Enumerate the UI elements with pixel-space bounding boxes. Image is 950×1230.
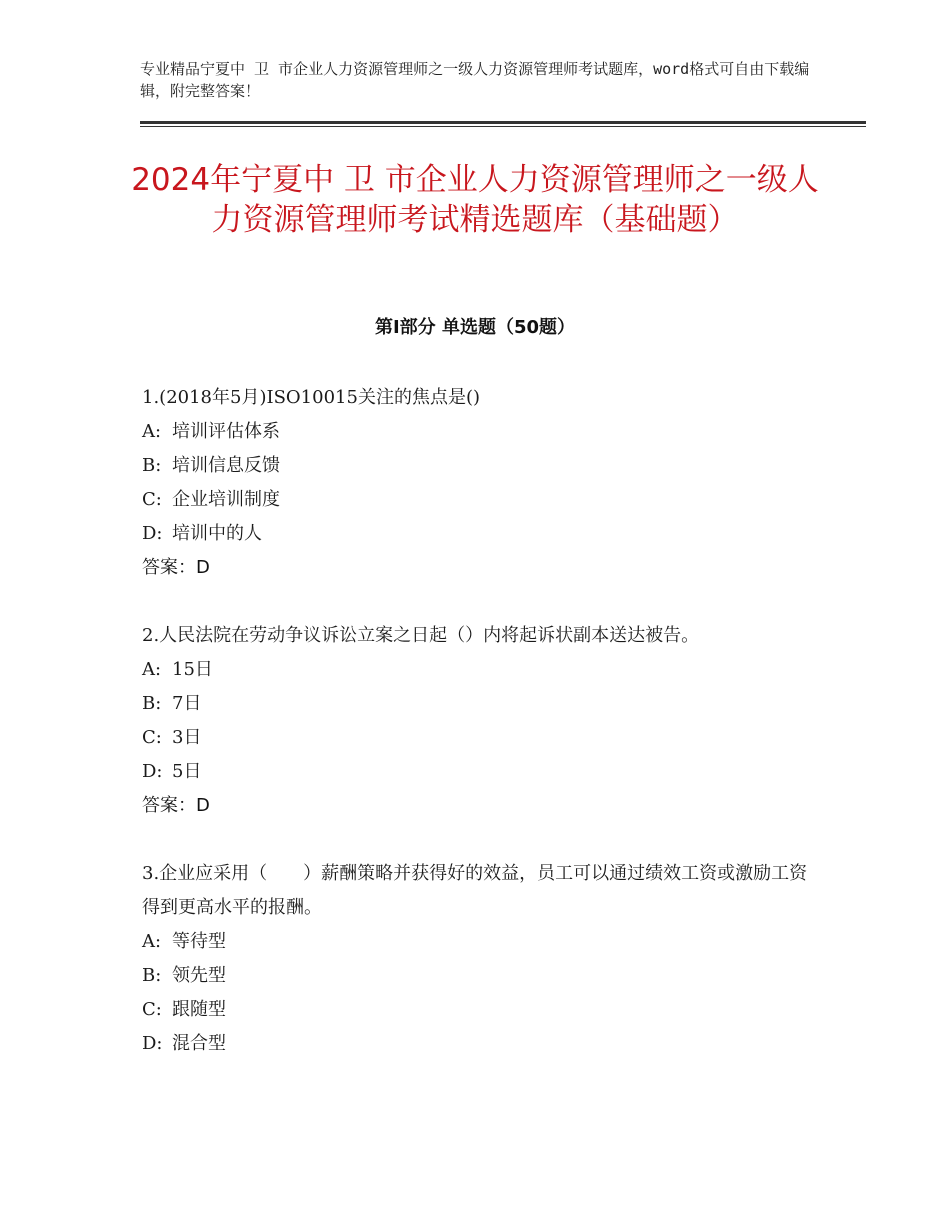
option-a: [142, 653, 810, 687]
header-divider-thin: [140, 126, 866, 127]
option-text: 跟随型: [172, 999, 226, 1020]
option-text: 领先型: [172, 965, 226, 986]
option-text: 7日: [172, 693, 202, 714]
option-a: [142, 925, 810, 959]
question-spacer: [142, 585, 810, 619]
answer-line: 答案：D: [142, 557, 210, 578]
option-a: [142, 415, 810, 449]
option-text: 3日: [172, 727, 202, 748]
option-text: 企业培训制度: [172, 489, 280, 510]
question-list: [142, 381, 810, 1061]
answer-line: 答案：D: [142, 795, 210, 816]
option-text: 培训评估体系: [172, 421, 280, 442]
header-divider-thick: [140, 121, 866, 124]
option-text: 培训信息反馈: [172, 455, 280, 476]
option-d: [142, 517, 810, 551]
option-b: [142, 687, 810, 721]
option-letter: C:: [142, 489, 162, 510]
option-letter: D:: [142, 523, 163, 544]
option-d: [142, 1027, 810, 1061]
option-letter: C:: [142, 727, 162, 748]
option-letter: A:: [142, 421, 162, 442]
option-text: 5日: [172, 761, 202, 782]
option-b: [142, 959, 810, 993]
option-text: 培训中的人: [172, 523, 262, 544]
document-title: 2024年宁夏中 卫 市企业人力资源管理师之一级人力资源管理师考试精选题库（基础题）: [131, 162, 819, 238]
option-text: 混合型: [172, 1033, 226, 1054]
option-letter: B:: [142, 965, 162, 986]
option-letter: B:: [142, 693, 162, 714]
option-text: 15日: [172, 659, 213, 680]
question-stem: 3.企业应采用（ ）薪酬策略并获得好的效益，员工可以通过绩效工资或激励工资得到更高水平的报酬。: [142, 863, 808, 918]
option-c: [142, 483, 810, 517]
option-letter: D:: [142, 761, 163, 782]
option-text: 等待型: [172, 931, 226, 952]
question-spacer: [142, 823, 810, 857]
option-letter: D:: [142, 1033, 163, 1054]
option-c: [142, 721, 810, 755]
question-stem: 1.(2018年5月)ISO10015关注的焦点是(): [142, 387, 480, 408]
option-d: [142, 755, 810, 789]
option-c: [142, 993, 810, 1027]
question-2: [142, 619, 810, 823]
option-b: [142, 449, 810, 483]
question-1: [142, 381, 810, 585]
section-heading: 第Ⅰ部分 单选题（50题）: [374, 317, 575, 338]
option-letter: B:: [142, 455, 162, 476]
header-note: 专业精品宁夏中 卫 市企业人力资源管理师之一级人力资源管理师考试题库，word格式可自由下载编辑，附完整答案！: [140, 60, 810, 100]
option-letter: A:: [142, 931, 162, 952]
option-letter: C:: [142, 999, 162, 1020]
option-letter: A:: [142, 659, 162, 680]
question-stem: 2.人民法院在劳动争议诉讼立案之日起（）内将起诉状副本送达被告。: [142, 625, 700, 646]
question-3: [142, 857, 810, 1061]
